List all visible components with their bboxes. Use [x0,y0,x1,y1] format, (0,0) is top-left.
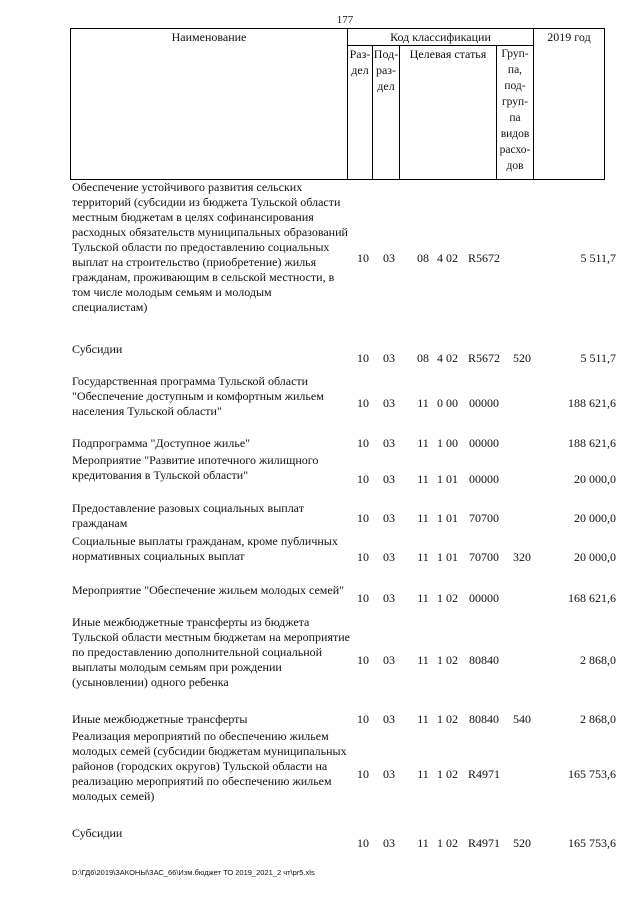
row-target-4: R5672 [467,351,500,365]
row-sum: 188 621,6 [568,436,616,450]
row-target-3: 02 [446,591,458,605]
row-razdel: 10 [357,767,369,781]
row-target-3: 02 [446,712,458,726]
row-target-3: 01 [446,511,458,525]
row-target-3: 02 [446,653,458,667]
row-target-2: 1 [437,836,443,850]
row-name: Иные межбюджетные трансферты из бюджета Тульской области местным бюджетам на мероприятие по предоставлению дополнительной социальной выплаты молодым семьям при рождении (усыновлении) одного ребенка [72,615,350,689]
row-razdel: 10 [357,836,369,850]
header-name: Наименование [71,29,348,180]
row-sum: 2 868,0 [580,712,616,726]
row-sum: 5 511,7 [580,251,616,265]
row-razdel: 10 [357,591,369,605]
row-name: Государственная программа Тульской области "Обеспечение доступным и комфортным жильем населения Тульской области" [72,374,324,418]
row-target-2: 1 [437,511,443,525]
row-target-4: 00000 [469,472,499,486]
row-target-4: 00000 [469,396,499,410]
row-podrazdel: 03 [383,653,395,667]
row-target-3: 01 [446,472,458,486]
row-target-1: 11 [417,712,429,726]
row-target-3: 02 [446,836,458,850]
row-name: Субсидии [72,342,123,356]
row-target-4: R4971 [467,767,500,781]
header-podrazdel: Под- раз- дел [373,46,400,180]
row-target-1: 08 [417,351,429,365]
row-razdel: 10 [357,712,369,726]
row-target-3: 00 [446,436,458,450]
row-razdel: 10 [357,550,369,564]
row-target-1: 11 [417,511,429,525]
row-target-4: 80840 [469,712,499,726]
row-target-1: 11 [417,767,429,781]
row-target-4: 70700 [469,511,499,525]
row-target-3: 00 [446,396,458,410]
row-podrazdel: 03 [383,836,395,850]
row-podrazdel: 03 [383,472,395,486]
row-target-1: 11 [417,436,429,450]
row-target-2: 1 [437,712,443,726]
header-razdel: Раз- дел [348,46,373,180]
row-podrazdel: 03 [383,511,395,525]
row-target-2: 1 [437,436,443,450]
header-code: Код классификации [348,29,534,46]
row-target-2: 0 [437,396,443,410]
row-podrazdel: 03 [383,251,395,265]
row-group: 320 [513,550,531,564]
row-name: Обеспечение устойчивого развития сельских территорий (субсидии из бюджета Тульской области местным бюджетам в целях софинансирования расходных обязательств муниципальных образований Тульской области по предоставлению социальных выплат на строительство (приобретение) жилья гражданам, проживающим в сельской местности, в том числе молодым семьям и молодым специалистам) [72,180,348,314]
row-sum: 188 621,6 [568,396,616,410]
row-sum: 165 753,6 [568,836,616,850]
row-target-4: 00000 [469,436,499,450]
row-target-2: 1 [437,653,443,667]
row-sum: 20 000,0 [574,472,616,486]
row-target-1: 08 [417,251,429,265]
row-name: Подпрограмма "Доступное жилье" [72,436,251,450]
row-target-4: R4971 [467,836,500,850]
header-year: 2019 год [534,29,605,180]
row-target-2: 4 [437,351,443,365]
row-target-1: 11 [417,591,429,605]
row-target-2: 1 [437,767,443,781]
row-podrazdel: 03 [383,712,395,726]
row-razdel: 10 [357,511,369,525]
header-group: Груп- па, под- груп- па видов расхо- дов [497,46,534,180]
row-podrazdel: 03 [383,396,395,410]
row-razdel: 10 [357,653,369,667]
row-razdel: 10 [357,396,369,410]
row-sum: 168 621,6 [568,591,616,605]
row-target-3: 02 [446,251,458,265]
row-podrazdel: 03 [383,351,395,365]
row-sum: 20 000,0 [574,550,616,564]
footer-path: D:\ГД6\2019\ЗАКОНЫ\ЗАС_66\Изм.бюджет ТО 2019_2021_2 чт\pr5.xls [72,868,315,877]
row-group: 540 [513,712,531,726]
header-target: Целевая статья [400,46,497,180]
row-target-4: 00000 [469,591,499,605]
row-target-2: 1 [437,591,443,605]
row-podrazdel: 03 [383,767,395,781]
row-target-1: 11 [417,396,429,410]
row-target-3: 01 [446,550,458,564]
row-sum: 20 000,0 [574,511,616,525]
row-razdel: 10 [357,472,369,486]
row-razdel: 10 [357,251,369,265]
row-target-4: 80840 [469,653,499,667]
row-target-3: 02 [446,351,458,365]
row-razdel: 10 [357,436,369,450]
row-target-1: 11 [417,550,429,564]
row-name: Иные межбюджетные трансферты [72,712,248,726]
row-target-4: 70700 [469,550,499,564]
row-name: Мероприятие "Развитие ипотечного жилищного кредитования в Тульской области" [72,453,319,482]
row-sum: 5 511,7 [580,351,616,365]
row-target-1: 11 [417,836,429,850]
row-podrazdel: 03 [383,550,395,564]
row-podrazdel: 03 [383,436,395,450]
row-sum: 165 753,6 [568,767,616,781]
row-podrazdel: 03 [383,591,395,605]
row-target-2: 1 [437,550,443,564]
row-name: Реализация мероприятий по обеспечению жильем молодых семей (субсидии бюджетам муниципальных районов (городских округов) Тульской области на реализацию мероприятий по обеспечению жильем молодых семей) [72,729,347,803]
row-name: Субсидии [72,826,123,840]
row-target-1: 11 [417,472,429,486]
row-sum: 2 868,0 [580,653,616,667]
row-name: Предоставление разовых социальных выплат гражданам [72,501,304,530]
row-target-2: 1 [437,472,443,486]
row-group: 520 [513,351,531,365]
row-razdel: 10 [357,351,369,365]
table-header [70,28,605,180]
row-target-2: 4 [437,251,443,265]
row-name: Социальные выплаты гражданам, кроме публичных нормативных социальных выплат [72,534,338,563]
page-number: 177 [336,14,354,26]
row-target-3: 02 [446,767,458,781]
row-group: 520 [513,836,531,850]
row-target-1: 11 [417,653,429,667]
row-target-4: R5672 [467,251,500,265]
row-name: Мероприятие "Обеспечение жильем молодых семей" [72,583,345,597]
